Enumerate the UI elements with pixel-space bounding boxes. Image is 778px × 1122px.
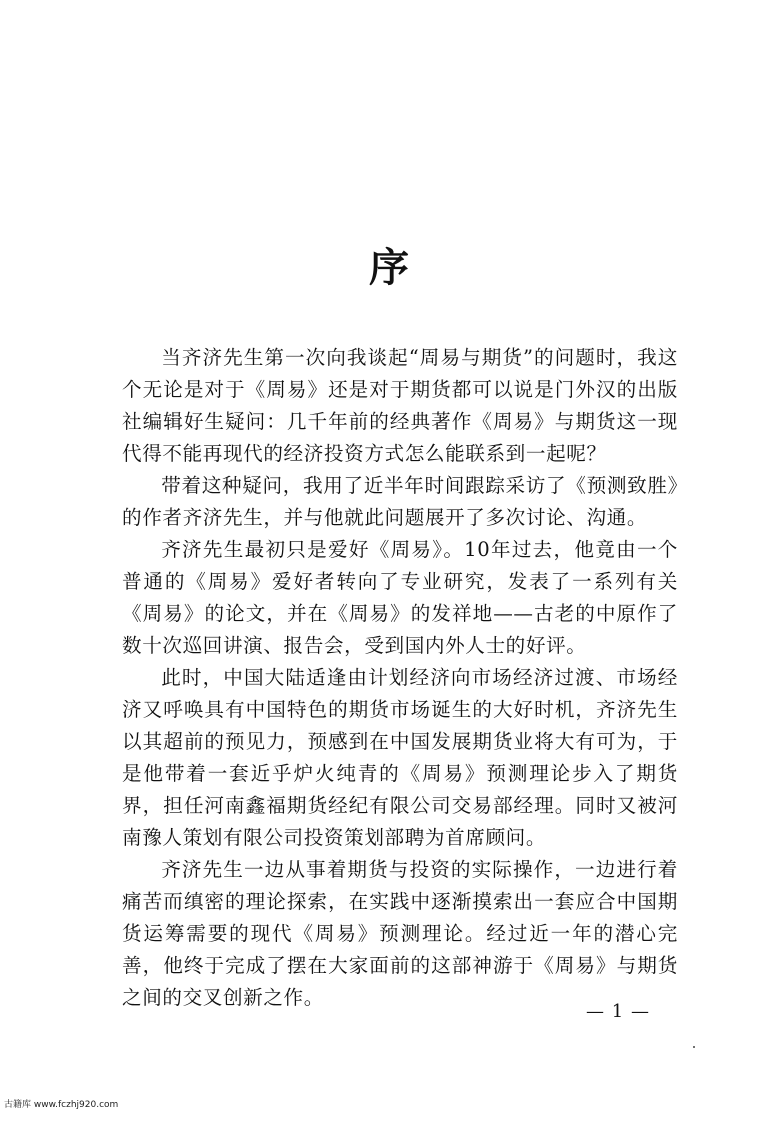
paragraph: 此时，中国大陆适逢由计划经济向市场经济过渡、市场经济又呼唤具有中国特色的期货市场诞生的大好时机，齐济先生以其超前的预见力，预感到在中国发展期货业将大有可为，于是他带着一套近乎炉火纯青的《周易》预测理论步入了期货界，担任河南鑫福期货经纪有限公司交易部经理。同时又被河南豫人策划有限公司投资策划部聘为首席顾问。 (122, 666, 678, 849)
paragraph: 带着这种疑问，我用了近半年时间跟踪采访了《预测致胜》的作者齐济先生，并与他就此问题展开了多次讨论、沟通。 (122, 474, 678, 529)
scan-speck (693, 1046, 695, 1048)
paragraph: 当齐济先生第一次向我谈起“周易与期货”的问题时，我这个无论是对于《周易》还是对于期货都可以说是门外汉的出版社编辑好生疑问：几千年前的经典著作《周易》与期货这一现代得不能再现代的经济投资方式怎么能联系到一起呢？ (122, 346, 678, 465)
watermark: 古籍库 www.fczhj920.com (4, 1100, 119, 1110)
page-title: 序 (369, 245, 409, 291)
preface-body (122, 342, 678, 1014)
paragraph: 齐济先生最初只是爱好《周易》。10年过去，他竟由一个普通的《周易》爱好者转向了专业研究，发表了一系列有关《周易》的论文，并在《周易》的发祥地——古老的中原作了数十次巡回讲演、报告会，受到国内外人士的好评。 (122, 538, 678, 657)
paragraph: 齐济先生一边从事着期货与投资的实际操作，一边进行着痛苦而缜密的理论探索，在实践中逐渐摸索出一套应合中国期货运筹需要的现代《周易》预测理论。经过近一年的潜心完善，他终于完成了摆在大家面前的这部神游于《周易》与期货之间的交叉创新之作。 (122, 858, 678, 1009)
page-number: — 1 — (586, 1001, 650, 1022)
